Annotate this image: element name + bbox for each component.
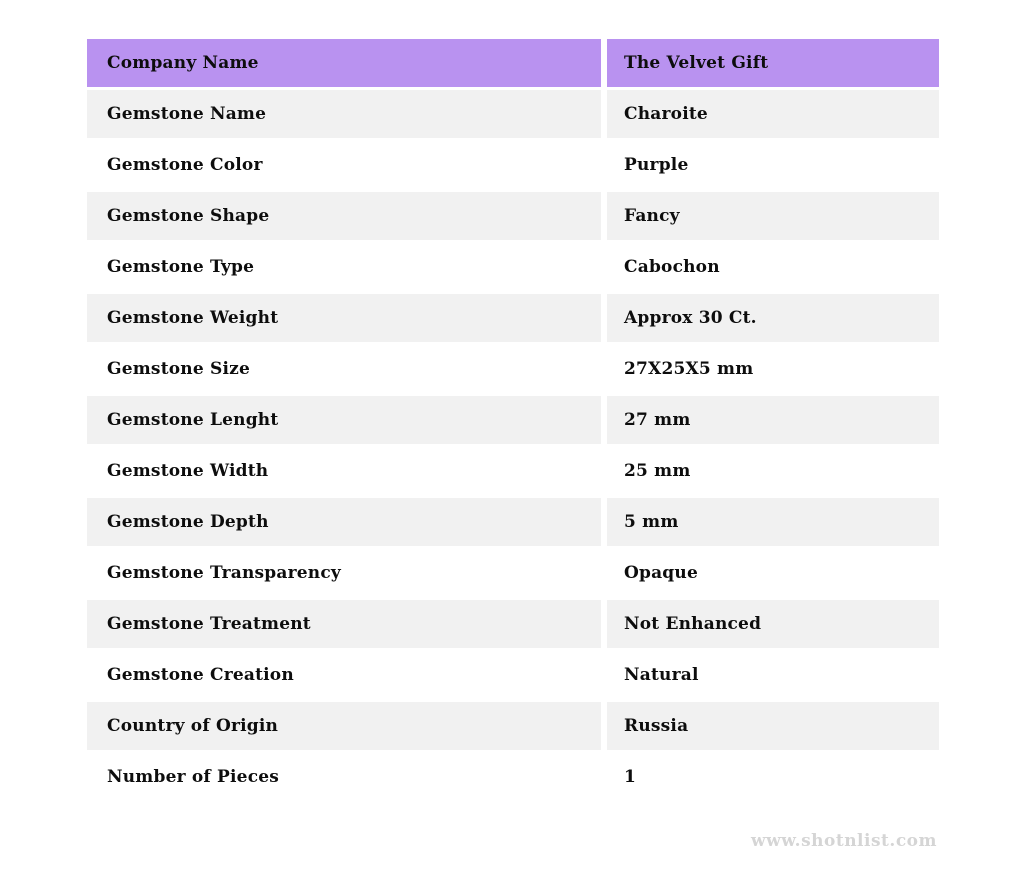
table-row xyxy=(87,498,939,546)
table-header-row xyxy=(87,39,939,87)
table-row xyxy=(87,90,939,138)
row-value: 27 mm xyxy=(607,396,939,444)
row-label: Gemstone Type xyxy=(107,257,255,277)
row-value: Russia xyxy=(607,702,939,750)
table-row xyxy=(87,345,939,393)
row-value: Opaque xyxy=(624,563,698,583)
row-label: Gemstone Width xyxy=(107,461,269,481)
row-label: Number of Pieces xyxy=(107,767,280,787)
header-label-cell: Company Name xyxy=(87,39,601,87)
header-value-cell: The Velvet Gift xyxy=(607,39,939,87)
row-label: Gemstone Size xyxy=(107,359,250,379)
watermark-url: www.shotnlist.com xyxy=(750,831,937,851)
row-value: Natural xyxy=(624,665,699,685)
table-row xyxy=(87,294,939,342)
row-label: Gemstone Color xyxy=(107,155,263,175)
table-row xyxy=(87,651,939,699)
row-value: Purple xyxy=(624,155,689,175)
table-row xyxy=(87,141,939,189)
row-label: Gemstone Transparency xyxy=(107,563,341,583)
row-value: 25 mm xyxy=(624,461,691,481)
table-row xyxy=(87,396,939,444)
table-row xyxy=(87,192,939,240)
table-row xyxy=(87,243,939,291)
row-label: Country of Origin xyxy=(87,702,601,750)
row-label: Gemstone Lenght xyxy=(87,396,601,444)
row-value: Fancy xyxy=(607,192,939,240)
row-value: Approx 30 Ct. xyxy=(607,294,939,342)
gemstone-spec-table xyxy=(87,39,939,801)
row-label: Gemstone Shape xyxy=(87,192,601,240)
row-value: 5 mm xyxy=(607,498,939,546)
row-label: Gemstone Name xyxy=(87,90,601,138)
row-value: Not Enhanced xyxy=(607,600,939,648)
row-value: Charoite xyxy=(607,90,939,138)
table-row xyxy=(87,753,939,801)
row-label: Gemstone Weight xyxy=(87,294,601,342)
table-row xyxy=(87,600,939,648)
row-label: Gemstone Depth xyxy=(87,498,601,546)
table-row xyxy=(87,447,939,495)
row-label: Gemstone Creation xyxy=(107,665,294,685)
row-label: Gemstone Treatment xyxy=(87,600,601,648)
row-value: 27X25X5 mm xyxy=(624,359,754,379)
row-value: Cabochon xyxy=(624,257,720,277)
table-row xyxy=(87,702,939,750)
row-value: 1 xyxy=(624,767,637,787)
table-row xyxy=(87,549,939,597)
